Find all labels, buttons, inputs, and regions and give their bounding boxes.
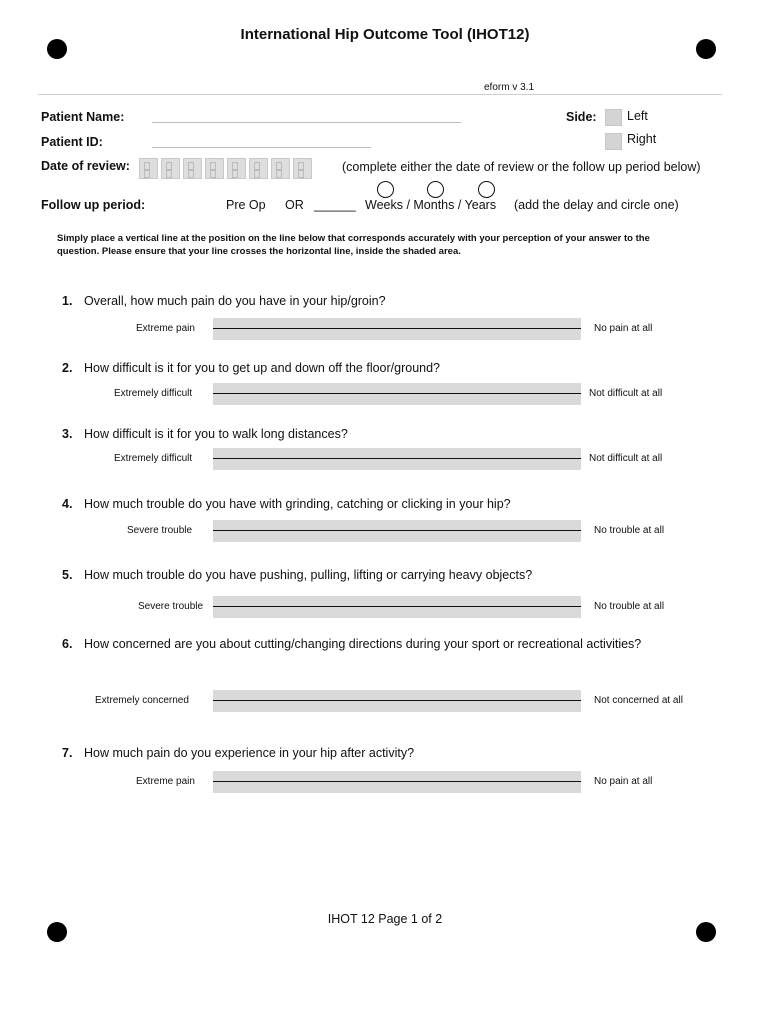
- question-number: 1.: [62, 294, 73, 308]
- scale-left-anchor: Extreme pain: [136, 323, 195, 334]
- date-digit-box[interactable]: [271, 158, 290, 179]
- side-right-checkbox[interactable]: [605, 133, 622, 150]
- scale-left-anchor: Extremely concerned: [95, 695, 189, 706]
- form-version: eform v 3.1: [484, 82, 535, 93]
- date-digit-box[interactable]: [205, 158, 224, 179]
- date-note: (complete either the date of review or the follow up period below): [342, 160, 701, 174]
- date-digit-box[interactable]: [183, 158, 202, 179]
- question-text: How difficult is it for you to get up and down off the floor/ground?: [84, 361, 441, 375]
- months-circle[interactable]: [427, 181, 444, 198]
- scale-right-anchor: No pain at all: [594, 323, 653, 334]
- page-footer: IHOT 12 Page 1 of 2: [327, 912, 443, 926]
- scale-right-anchor: No pain at all: [594, 776, 653, 787]
- vas-scale-3[interactable]: [213, 448, 581, 470]
- question-1: [62, 294, 386, 308]
- question-7: [62, 746, 414, 760]
- question-number: 7.: [62, 746, 73, 760]
- question-text: How difficult is it for you to walk long distances?: [84, 427, 348, 441]
- date-of-review-label: Date of review:: [41, 159, 130, 173]
- vas-scale-2[interactable]: [213, 383, 581, 405]
- form-title: International Hip Outcome Tool (IHOT12): [240, 26, 530, 43]
- question-number: 3.: [62, 427, 73, 441]
- question-6: [62, 637, 641, 651]
- date-digit-box[interactable]: [161, 158, 180, 179]
- patient-name-field[interactable]: [152, 122, 461, 123]
- vas-scale-7[interactable]: [213, 771, 581, 793]
- question-text: How much pain do you experience in your hip after activity?: [84, 746, 415, 760]
- question-2: [62, 361, 440, 375]
- follow-up-label: Follow up period:: [41, 198, 146, 212]
- question-4: [62, 497, 511, 511]
- vas-scale-4[interactable]: [213, 520, 581, 542]
- vas-scale-6[interactable]: [213, 690, 581, 712]
- question-text: How concerned are you about cutting/changing directions during your sport or recreational activities?: [84, 637, 642, 651]
- scale-right-anchor: Not difficult at all: [589, 453, 663, 464]
- scale-right-anchor: No trouble at all: [594, 601, 665, 612]
- question-text: Overall, how much pain do you have in your hip/groin?: [84, 294, 386, 308]
- scale-right-anchor: Not concerned at all: [594, 695, 683, 706]
- units-options: Weeks / Months / Years: [365, 198, 497, 212]
- scale-left-anchor: Extremely difficult: [114, 453, 193, 464]
- side-right-label: Right: [627, 132, 657, 146]
- date-of-review-input[interactable]: [139, 158, 312, 179]
- patient-id-field[interactable]: [152, 147, 371, 148]
- header-divider: [38, 94, 722, 95]
- question-number: 4.: [62, 497, 73, 511]
- scale-left-anchor: Severe trouble: [127, 525, 193, 536]
- instructions: Simply place a vertical line at the position on the line below that corresponds accurately with your perception of your answer to the question. Please ensure that your line crosses the horizontal line, inside the shaded area.: [57, 233, 650, 257]
- side-label: Side:: [566, 110, 597, 124]
- scale-left-anchor: Extreme pain: [136, 776, 195, 787]
- scale-right-anchor: Not difficult at all: [589, 388, 663, 399]
- scale-right-anchor: No trouble at all: [594, 525, 665, 536]
- question-text: How much trouble do you have pushing, pulling, lifting or carrying heavy objects?: [84, 568, 533, 582]
- vas-scale-1[interactable]: [213, 318, 581, 340]
- question-3: [62, 427, 348, 441]
- vas-scale-5[interactable]: [213, 596, 581, 618]
- date-digit-box[interactable]: [227, 158, 246, 179]
- units-note: (add the delay and circle one): [514, 198, 679, 212]
- side-left-checkbox[interactable]: [605, 109, 622, 126]
- date-digit-box[interactable]: [293, 158, 312, 179]
- delay-field[interactable]: ______: [314, 198, 356, 212]
- scale-left-anchor: Extremely difficult: [114, 388, 193, 399]
- side-left-label: Left: [627, 109, 648, 123]
- question-text: How much trouble do you have with grinding, catching or clicking in your hip?: [84, 497, 511, 511]
- question-number: 5.: [62, 568, 73, 582]
- years-circle[interactable]: [478, 181, 495, 198]
- date-digit-box[interactable]: [139, 158, 158, 179]
- date-digit-box[interactable]: [249, 158, 268, 179]
- question-number: 6.: [62, 637, 73, 651]
- patient-id-label: Patient ID:: [41, 135, 103, 149]
- question-5: [62, 568, 532, 582]
- patient-name-label: Patient Name:: [41, 110, 125, 124]
- question-number: 2.: [62, 361, 73, 375]
- or-text: OR: [285, 198, 304, 212]
- pre-op-option[interactable]: Pre Op: [226, 198, 266, 212]
- weeks-circle[interactable]: [377, 181, 394, 198]
- scale-left-anchor: Severe trouble: [138, 601, 204, 612]
